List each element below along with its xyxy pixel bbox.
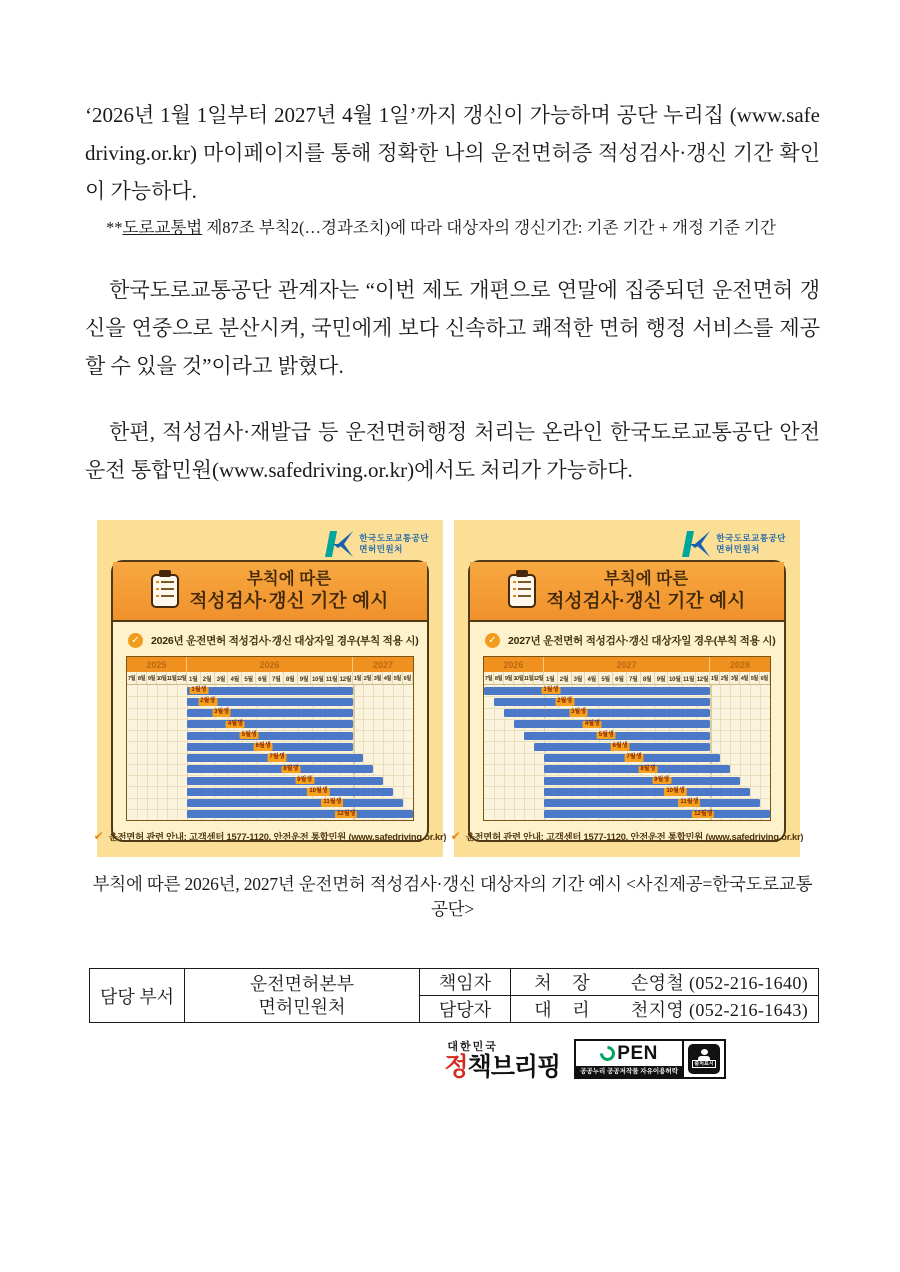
clipboard-icon bbox=[508, 574, 536, 608]
gantt-bar bbox=[544, 788, 750, 796]
gantt-bar bbox=[514, 720, 710, 728]
gantt-month-label: 9월 bbox=[655, 672, 669, 684]
gantt-year-label: 2028 bbox=[730, 659, 751, 670]
gantt-year-label: 2027 bbox=[544, 657, 710, 672]
gantt-bar bbox=[187, 777, 383, 785]
gantt-month-label: 11월 bbox=[682, 672, 696, 684]
card-subtitle: 2027년 운전면허 적성검사·갱신 대상자일 경우(부칙 적용 시) bbox=[508, 635, 776, 647]
gantt-month-label: 4월 bbox=[740, 672, 750, 684]
card-header bbox=[113, 562, 427, 622]
contact-cell bbox=[511, 996, 819, 1023]
gantt-month-label: 6월 bbox=[403, 672, 413, 684]
gantt-month-label: 1월 bbox=[353, 672, 363, 684]
gantt-bar-badge: 1월생 bbox=[543, 686, 559, 693]
card-title-line2: 적성검사·갱신 기간 예시 bbox=[189, 589, 389, 611]
open-o-swirl-icon bbox=[597, 1043, 618, 1064]
gantt-month-label: 7월 bbox=[627, 672, 641, 684]
table-row bbox=[90, 969, 819, 996]
gantt-month-label: 1월 bbox=[710, 672, 720, 684]
gantt-bar-badge: 3월생 bbox=[214, 709, 229, 716]
gantt-month-label: 3월 bbox=[572, 672, 586, 684]
dept-line-1: 운전면허본부 bbox=[249, 973, 355, 994]
gantt-month-label: 5월 bbox=[242, 672, 256, 684]
gantt-month-label: 7월 bbox=[127, 672, 137, 684]
gantt-bar bbox=[544, 777, 740, 785]
gantt-month-label: 4월 bbox=[228, 672, 242, 684]
koroad-logo bbox=[111, 527, 429, 560]
check-circle-icon: ✓ bbox=[128, 633, 143, 648]
gantt-bar-badge: 2월생 bbox=[200, 698, 216, 705]
card-body bbox=[450, 622, 804, 843]
card-footer bbox=[93, 829, 447, 843]
gantt-bar-badge: 12월생 bbox=[694, 810, 713, 817]
role-cell: 담당자 bbox=[420, 996, 511, 1023]
person-bust-icon bbox=[697, 1050, 711, 1059]
check-mark-icon: ✔ bbox=[450, 829, 461, 843]
gantt-bar-badge: 12월생 bbox=[337, 810, 356, 817]
gantt-month-label: 1월 bbox=[544, 672, 558, 684]
gantt-year-label: 2025 bbox=[127, 657, 187, 672]
gantt-month-label: 4월 bbox=[585, 672, 599, 684]
gantt-month-label: 8월 bbox=[284, 672, 298, 684]
gantt-month-label: 12월 bbox=[177, 672, 187, 684]
paragraph-renewal-period: ‘2026년 1월 1일부터 2027년 4월 1일’까지 갱신이 가능하며 공단 누리집 (www.safedriving.or.kr) 마이페이지를 통해 정확한 나의 운전면허증 적성검사·갱신 기간 확인이 가능하다. bbox=[85, 103, 820, 203]
gantt-bar-badge: 8월생 bbox=[640, 765, 656, 772]
card-panel bbox=[450, 560, 804, 843]
card-footer-text: 운전면허 관련 안내: 고객센터 1577-1120, 안전운전 통합민원 (www.safedriving.or.kr) bbox=[108, 832, 447, 842]
gantt-bar-badge: 6월생 bbox=[255, 743, 271, 750]
gantt-bar bbox=[187, 720, 353, 728]
gantt-month-label: 3월 bbox=[373, 672, 383, 684]
gantt-bar bbox=[504, 709, 710, 717]
gantt-bar-badge: 10월생 bbox=[309, 788, 328, 795]
gantt-gridline bbox=[484, 730, 770, 731]
card-subtitle-row bbox=[128, 633, 419, 648]
gantt-month-label: 9월 bbox=[147, 672, 157, 684]
card-title bbox=[189, 570, 388, 611]
contact-position: 대 리 bbox=[534, 1000, 598, 1020]
gantt-bar-badge: 7월생 bbox=[269, 754, 285, 761]
gantt-bar-badge: 5월생 bbox=[241, 731, 257, 738]
gantt-month-label: 6월 bbox=[613, 672, 627, 684]
footnote-law-name: 도로교통법 bbox=[122, 218, 203, 237]
gantt-month-label: 10월 bbox=[157, 672, 167, 684]
contact-name-phone: 천지영 (052-216-1643) bbox=[630, 1000, 809, 1020]
gantt-year-label: 2026 bbox=[484, 657, 544, 672]
gantt-month-label: 5월 bbox=[599, 672, 613, 684]
card-title bbox=[546, 570, 745, 611]
koroad-dept-name: 면허민원처 bbox=[359, 543, 403, 554]
gantt-bar bbox=[484, 687, 710, 695]
gantt-month-label: 2월 bbox=[558, 672, 572, 684]
koroad-k-icon bbox=[681, 531, 711, 557]
policy-briefing-wordmark: 정책브리핑 bbox=[444, 1053, 561, 1081]
infographic-row bbox=[93, 520, 820, 857]
dept-line-2: 면허민원처 bbox=[258, 996, 346, 1017]
gantt-bar-badge: 8월생 bbox=[283, 765, 299, 772]
gantt-bar-badge: 1월생 bbox=[191, 686, 207, 693]
gantt-bar bbox=[544, 810, 770, 818]
gantt-bar-badge: 4월생 bbox=[584, 720, 600, 727]
gantt-month-label: 12월 bbox=[339, 672, 353, 684]
gantt-month-label: 11월 bbox=[167, 672, 177, 684]
gantt-month-label: 2월 bbox=[363, 672, 373, 684]
kogl-nuri-strip: 공공누리 공공저작물 자유이용허락 bbox=[576, 1066, 682, 1077]
gantt-bar bbox=[544, 765, 730, 773]
gantt-bar-badge: 2월생 bbox=[557, 698, 573, 705]
gantt-bar-badge: 9월생 bbox=[297, 776, 313, 783]
policy-briefing-korea-label: 대한민국 bbox=[447, 1041, 498, 1053]
contact-cell bbox=[511, 969, 819, 996]
contact-table bbox=[89, 968, 819, 1023]
gantt-plot bbox=[127, 685, 413, 820]
gantt-year-header bbox=[127, 657, 413, 672]
contact-position: 처 장 bbox=[534, 973, 598, 993]
card-header bbox=[470, 562, 784, 622]
gantt-month-label: 10월 bbox=[514, 672, 524, 684]
gantt-bar bbox=[187, 799, 403, 807]
card-panel bbox=[93, 560, 447, 843]
gantt-month-label: 2월 bbox=[201, 672, 215, 684]
footnote-marker: ** bbox=[106, 218, 123, 237]
gantt-bar-badge: 9월생 bbox=[654, 776, 670, 783]
gantt-month-label: 12월 bbox=[696, 672, 710, 684]
gantt-bar bbox=[187, 687, 353, 695]
gantt-bar bbox=[544, 799, 760, 807]
card-subtitle-row bbox=[485, 633, 776, 648]
card-body bbox=[93, 622, 447, 843]
card-subtitle: 2026년 운전면허 적성검사·갱신 대상자일 경우(부칙 적용 시) bbox=[151, 635, 419, 647]
gantt-gridline bbox=[484, 775, 770, 776]
gantt-bar bbox=[187, 788, 393, 796]
renewal-gantt-2026 bbox=[126, 656, 414, 821]
gantt-month-label: 10월 bbox=[311, 672, 325, 684]
gantt-month-label: 8월 bbox=[641, 672, 655, 684]
gantt-year-header bbox=[484, 657, 770, 672]
koroad-logo-text bbox=[716, 533, 786, 553]
card-footer-text: 운전면허 관련 안내: 고객센터 1577-1120, 안전운전 통합민원 (www.safedriving.or.kr) bbox=[465, 832, 804, 842]
gantt-month-label: 3월 bbox=[215, 672, 229, 684]
gantt-month-label: 3월 bbox=[730, 672, 740, 684]
gantt-month-label: 7월 bbox=[270, 672, 284, 684]
koroad-k-icon bbox=[324, 531, 354, 557]
kogl-open-badge bbox=[574, 1039, 726, 1079]
gantt-month-label: 5월 bbox=[393, 672, 403, 684]
infographic-card-2027 bbox=[450, 520, 804, 857]
card-title-line1: 부칙에 따른 bbox=[246, 570, 332, 589]
kogl-open-wordmark bbox=[576, 1041, 682, 1066]
policy-briefing-logo bbox=[444, 1038, 560, 1080]
gantt-month-label: 10월 bbox=[668, 672, 682, 684]
gantt-bar-badge: 3월생 bbox=[571, 709, 586, 716]
gantt-gridline bbox=[127, 775, 413, 776]
gantt-month-label: 8월 bbox=[494, 672, 504, 684]
kogl-source-label: 출처표시 bbox=[694, 1061, 714, 1068]
gantt-month-header bbox=[127, 672, 413, 685]
gantt-bar-badge: 11월생 bbox=[323, 799, 342, 806]
footnote-text: 제87조 부칙2(…경과조치)에 따라 대상자의 갱신기간: 기존 기간 + 개정 기준 기간 bbox=[202, 218, 776, 237]
gantt-month-label: 4월 bbox=[383, 672, 393, 684]
renewal-gantt-2027 bbox=[483, 656, 771, 821]
koroad-dept-name: 면허민원처 bbox=[716, 543, 760, 554]
koroad-logo-text bbox=[359, 533, 429, 553]
gantt-month-label: 12월 bbox=[534, 672, 544, 684]
open-pen-text: PEN bbox=[617, 1043, 658, 1065]
gantt-month-label: 6월 bbox=[256, 672, 270, 684]
gantt-month-label: 11월 bbox=[325, 672, 339, 684]
kogl-open-main bbox=[576, 1041, 682, 1077]
image-caption: 부칙에 따른 2026년, 2027년 운전면허 적성검사·갱신 대상자의 기간 예시 <사진제공=한국도로교통공단> bbox=[92, 874, 813, 919]
koroad-org-name: 한국도로교통공단 bbox=[716, 533, 786, 544]
gantt-month-label: 8월 bbox=[137, 672, 147, 684]
dept-name-cell bbox=[185, 969, 420, 1023]
infographic-card-2026 bbox=[93, 520, 447, 857]
paragraph-online-service: 한편, 적성검사·재발급 등 운전면허행정 처리는 온라인 한국도로교통공단 안전운전 통합민원(www.safedriving.or.kr)에서도 처리가 가능하다. bbox=[85, 420, 820, 482]
gantt-bar bbox=[187, 732, 353, 740]
clipboard-icon bbox=[151, 574, 179, 608]
gantt-bar-badge: 11월생 bbox=[680, 799, 699, 806]
contact-name-phone: 손영철 (052-216-1640) bbox=[630, 973, 809, 993]
gantt-bar-badge: 7월생 bbox=[626, 754, 642, 761]
gantt-bar-badge: 4월생 bbox=[227, 720, 243, 727]
gantt-month-label: 2월 bbox=[720, 672, 730, 684]
gantt-month-label: 6월 bbox=[760, 672, 770, 684]
check-mark-icon: ✔ bbox=[93, 829, 104, 843]
footnote-road-traffic-act bbox=[85, 217, 820, 238]
gantt-year-label: 2026 bbox=[187, 657, 353, 672]
gantt-bar bbox=[187, 810, 413, 818]
card-title-line2: 적성검사·갱신 기간 예시 bbox=[546, 589, 746, 611]
card-title-line1: 부칙에 따른 bbox=[603, 570, 689, 589]
footer-logos bbox=[85, 1038, 820, 1080]
gantt-bar bbox=[494, 698, 710, 706]
gantt-month-header bbox=[484, 672, 770, 685]
kogl-source-section bbox=[682, 1041, 724, 1077]
gantt-bar bbox=[187, 765, 373, 773]
paragraph-official-quote: 한국도로교통공단 관계자는 “이번 제도 개편으로 연말에 집중되던 운전면허 갱신을 연중으로 분산시켜, 국민에게 보다 신속하고 쾌적한 면허 행정 서비스를 제공할 수 있을 것”이라고 밝혔다. bbox=[85, 278, 820, 378]
gantt-month-label: 7월 bbox=[484, 672, 494, 684]
gantt-bar-badge: 5월생 bbox=[598, 731, 614, 738]
gantt-bar-badge: 6월생 bbox=[612, 743, 628, 750]
gantt-month-label: 11월 bbox=[524, 672, 534, 684]
card-footer bbox=[450, 829, 804, 843]
gantt-month-label: 9월 bbox=[504, 672, 514, 684]
dept-label-cell: 담당 부서 bbox=[90, 969, 185, 1023]
koroad-org-name: 한국도로교통공단 bbox=[359, 533, 429, 544]
gantt-bar bbox=[524, 732, 710, 740]
gantt-bar-badge: 10월생 bbox=[666, 788, 685, 795]
gantt-year-label: 2027 bbox=[373, 659, 394, 670]
check-circle-icon: ✓ bbox=[485, 633, 500, 648]
gantt-month-label: 5월 bbox=[750, 672, 760, 684]
gantt-month-label: 9월 bbox=[298, 672, 312, 684]
gantt-month-label: 1월 bbox=[187, 672, 201, 684]
gantt-gridline bbox=[127, 730, 413, 731]
koroad-logo bbox=[468, 527, 786, 560]
role-cell: 책임자 bbox=[420, 969, 511, 996]
kogl-source-box bbox=[688, 1044, 720, 1074]
gantt-plot bbox=[484, 685, 770, 820]
